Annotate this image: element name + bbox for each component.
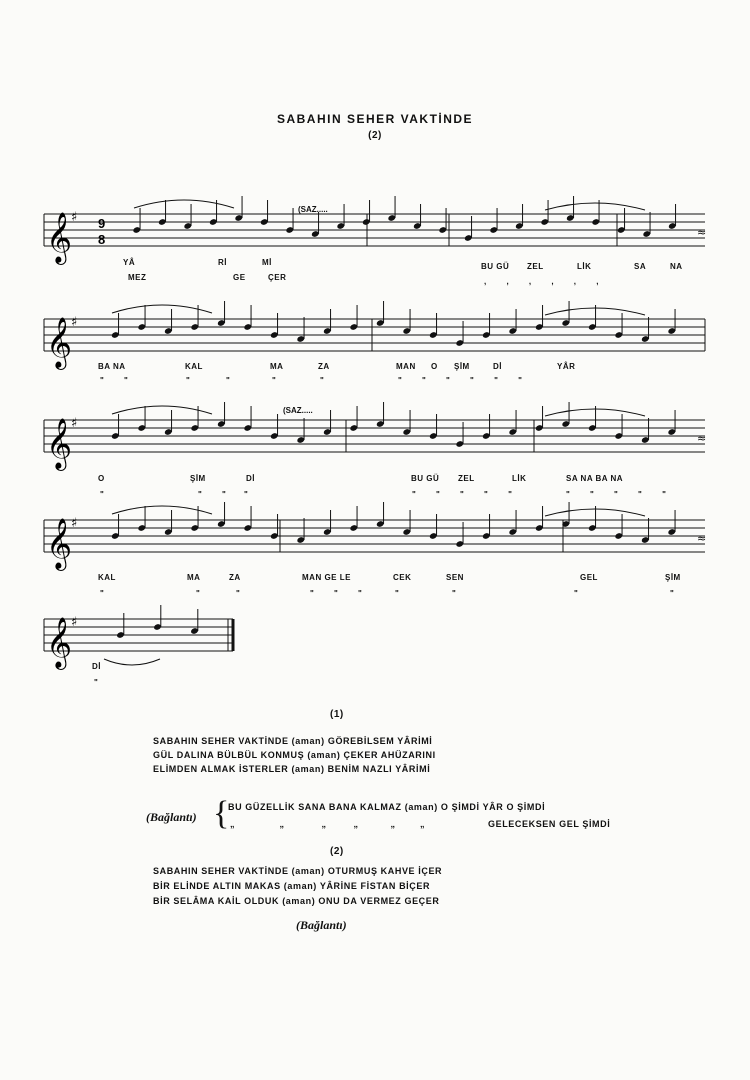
lyric-syllable: BA NA	[98, 362, 126, 371]
ditto-marks: , , , , , ,	[484, 277, 608, 286]
lyric-syllable: MA	[187, 573, 201, 582]
ditto-marks: "	[452, 589, 465, 598]
verse-1-line-1: SABAHIN SEHER VAKTİNDE (aman) GÖREBİLSEM YÂRİMİ	[153, 736, 433, 746]
lyric-syllable: GE	[233, 273, 246, 282]
baglanti-label: (Bağlantı)	[146, 810, 197, 824]
lyric-syllable: LİK	[512, 474, 527, 483]
lyric-syllable: MA	[270, 362, 284, 371]
lyric-syllable: ŞİM	[454, 362, 470, 371]
treble-clef-icon: 𝄞	[46, 317, 73, 368]
song-title: SABAHIN SEHER VAKTİNDE	[276, 112, 474, 126]
lyric-syllable: BU GÜ	[481, 262, 510, 271]
verse-2-baglanti-ref: (Bağlantı)	[296, 918, 347, 932]
lyric-syllable: NA	[670, 262, 683, 271]
ditto-marks: "	[100, 589, 113, 598]
lyric-syllable: MEZ	[128, 273, 147, 282]
lyric-syllable: SEN	[446, 573, 464, 582]
ditto-marks: "	[320, 376, 333, 385]
lyric-syllable: BU GÜ	[411, 474, 440, 483]
baglanti-ditto: „ „ „ „ „ „	[230, 819, 425, 829]
lyric-syllable: ZEL	[527, 262, 544, 271]
lyric-syllable: ÇER	[268, 273, 287, 282]
lyric-syllable: O	[431, 362, 438, 371]
continuation-icon: ≈	[697, 432, 707, 445]
verse-1-number: (1)	[330, 709, 344, 720]
slur	[112, 506, 212, 514]
lyric-syllable: Mİ	[262, 258, 272, 267]
slur	[112, 406, 212, 414]
lyric-syllable: ZA	[229, 573, 241, 582]
ditto-marks: "	[226, 376, 239, 385]
lyric-syllable: ZEL	[458, 474, 475, 483]
time-signature-bottom: 8	[98, 232, 106, 247]
lyric-syllable: ZA	[318, 362, 330, 371]
baglanti-line-1: BU GÜZELLİK SANA BANA KALMAZ (aman) O ŞİMDİ YÂR O ŞİMDİ	[228, 802, 546, 812]
ditto-marks: "	[574, 589, 587, 598]
slur	[545, 308, 645, 315]
verse-1-line-3: ELİMDEN ALMAK İSTERLER (aman) BENİM NAZLI YÂRİMİ	[153, 764, 431, 774]
ditto-marks: "	[272, 376, 285, 385]
verse-2-line-1: SABAHIN SEHER VAKTİNDE (aman) OTURMUŞ KAHVE İÇER	[153, 866, 443, 876]
lyric-syllable: Rİ	[218, 258, 227, 267]
ditto-marks: "	[196, 589, 209, 598]
continuation-icon: ≈	[697, 532, 707, 545]
ditto-marks: " "	[198, 490, 235, 499]
saz-marker-1: (SAZ.....	[298, 205, 328, 214]
lyric-syllable: O	[98, 474, 105, 483]
ditto-marks: "	[244, 490, 257, 499]
verse-1-line-2: GÜL DALINA BÜLBÜL KONMUŞ (aman) ÇEKER AHÜZARINI	[153, 750, 436, 760]
time-signature-top: 9	[98, 216, 106, 231]
slur	[545, 203, 645, 210]
ditto-marks: "	[670, 589, 683, 598]
slur	[112, 305, 212, 313]
sharp-icon: ♯	[71, 615, 78, 630]
slur	[104, 659, 160, 665]
ditto-marks: "	[236, 589, 249, 598]
treble-clef-icon: 𝄞	[46, 418, 73, 469]
slur	[545, 509, 645, 516]
lyric-syllable: Dİ	[246, 474, 255, 483]
lyric-syllable: MAN GE LE	[302, 573, 351, 582]
ditto-marks: "	[94, 678, 107, 687]
treble-clef-icon: 𝄞	[46, 617, 73, 668]
saz-marker-2: (SAZ.....	[283, 406, 313, 415]
sharp-icon: ♯	[71, 315, 78, 330]
treble-clef-icon: 𝄞	[46, 518, 73, 569]
lyric-syllable: Dİ	[493, 362, 502, 371]
lyric-syllable: YÂ	[123, 258, 136, 267]
lyric-syllable: KAL	[185, 362, 203, 371]
lyric-syllable: KAL	[98, 573, 116, 582]
continuation-icon: ≈	[697, 226, 707, 239]
lyric-syllable: MAN	[396, 362, 416, 371]
lyric-syllable: SA NA BA NA	[566, 474, 624, 483]
ditto-marks: "	[186, 376, 199, 385]
sharp-icon: ♯	[71, 416, 78, 431]
lyric-syllable: ŞİM	[665, 573, 681, 582]
lyric-syllable: LİK	[577, 262, 592, 271]
slur	[545, 409, 645, 416]
brace: {	[213, 795, 230, 832]
ditto-marks: "	[100, 490, 113, 499]
lyric-syllable: SA	[634, 262, 647, 271]
slur	[134, 200, 234, 208]
verse-2-line-2: BİR ELİNDE ALTIN MAKAS (aman) YÂRİNE FİSTAN BİÇER	[153, 881, 431, 891]
lyric-syllable: Dİ	[92, 662, 101, 671]
ditto-marks: " " " " "	[566, 490, 675, 499]
song-title-number: (2)	[368, 130, 382, 141]
ditto-marks: "	[395, 589, 408, 598]
lyric-syllable: CEK	[393, 573, 412, 582]
lyric-syllable: YÂR	[557, 362, 576, 371]
sharp-icon: ♯	[71, 516, 78, 531]
treble-clef-icon: 𝄞	[46, 212, 73, 263]
ditto-marks: " " "	[310, 589, 371, 598]
verse-2-number: (2)	[330, 846, 344, 857]
baglanti-line-2: GELECEKSEN GEL ŞİMDİ	[488, 819, 611, 829]
verse-2-line-3: BİR SELÂMA KAİL OLDUK (aman) ONU DA VERMEZ GEÇER	[153, 896, 440, 906]
lyric-syllable: ŞİM	[190, 474, 206, 483]
ditto-marks: " "	[100, 376, 137, 385]
lyric-syllable: GEL	[580, 573, 598, 582]
ditto-marks: " " " " "	[412, 490, 521, 499]
sharp-icon: ♯	[71, 210, 78, 225]
ditto-marks: " " " " " "	[398, 376, 531, 385]
